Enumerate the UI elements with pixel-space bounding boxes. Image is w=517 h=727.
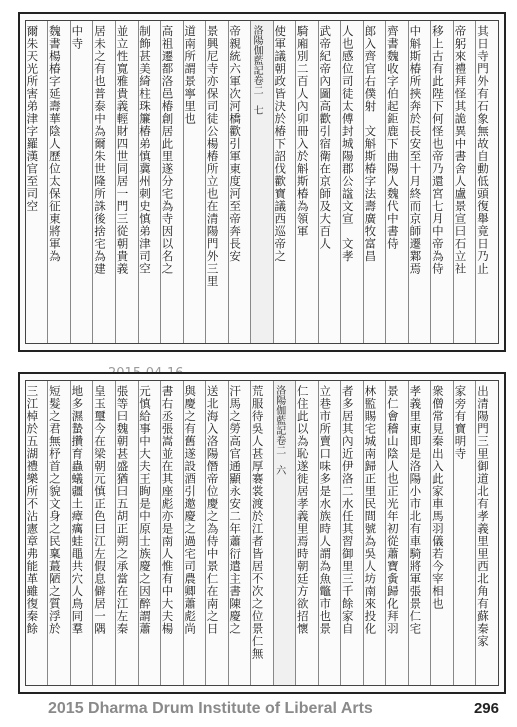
text-column: 爾朱天光所害弟津字羅漢官至司空 [25,25,40,213]
text-column: 使軍議朝政皆決於椿下詔伐歡寶議西巡帝之 [273,21,296,343]
text-column: 皇玉璽今在梁朝元慎正色曰江左假息僻居一隅 [92,381,115,685]
text-column: 地多濕蟄攢育蟲蟻疆土瘴癘蛙黽共穴人鳥同羣 [70,381,93,685]
text-column: 景興尼寺亦保司徒公楊椿所立也在清陽門外三里 [205,21,228,343]
text-column: 元慎給事中大夫王眴是中原士族慶之因醉謂蕭 [138,381,161,685]
text-column: 汗馬之勞高官通顯永安二年蕭衍遣主書陳慶之 [228,381,251,685]
text-column: 居未之有也普泰中為爾朱世隆所誅後捨宅為建 [92,21,115,343]
text-columns-top [26,21,498,343]
text-column: 人也感位司徒太傅封城陽郡公諡文宣 文孝 [340,21,363,343]
text-column: 武帝紀帝內圖高歡引宿衛在京師及大百人 [318,21,341,343]
page-frame-bottom [25,380,499,686]
text-column: 帝親統六軍次河橋歡引軍東度河至帝奔長安 [228,21,251,343]
book-page-top [18,12,506,352]
text-column: 帝躬來禮拜怪其詭異中書舍人盧景宣曰石立社 [453,21,476,343]
text-column: 齊書魏收字伯起鉅鹿下曲陽人魏代中書侍 [385,21,408,343]
text-column: 衆僧常見秦出入此家車馬羽儀若今宰相也 [430,381,453,685]
book-page-bottom [18,372,506,694]
text-column: 道南所謂景寧里也 [183,21,206,343]
text-column: 孝義里東即是洛陽小市北有車騎將軍張景仁宅 [408,381,431,685]
text-column: 中斛斯椿所挾奔於長安至十月終而京師遷鄴焉 [408,21,431,343]
copyright-footer: 2015 Dharma Drum Institute of Liberal Arts [48,700,373,717]
page-frame-top [25,20,499,344]
text-column: 立巷市所賣口味多是水族時人謂為魚鼈市也景 [318,381,341,685]
text-column: 三江棹於五湖禮樂所不沾憲章弗能革雖復秦餘 [25,385,40,635]
text-column: 郎入齊官右僕射 文斛斯椿字法壽廣牧富昌 [363,21,386,343]
text-column: 荒服待吳人甚厚褰裳渡於江者皆居不次之位景仁無 [250,381,273,685]
text-column: 其日寺門外有石象無故自動低頭復舉竟日乃止 [475,21,498,343]
text-column: 書右丞張嵩並在其座彪亦是南人惟有中大夫楊 [160,381,183,685]
text-columns-bottom [26,381,498,685]
text-column: 出清陽門三里御道北有孝義里里西北角有蘇秦家 [475,381,498,685]
page-number: 296 [473,700,499,717]
text-column: 景仁會稽山陰人也正光年初從蕭寶夤歸化拜羽 [385,381,408,685]
text-column: 送北海入洛陽僭帝位慶之為侍中景仁在南之日 [205,381,228,685]
text-column: 與慶之有舊遂設酒引邀慶之過宅司農卿蕭彪尚 [183,381,206,685]
text-column: 者多居其內近伊洛二水任其習御里三千餘家自 [340,381,363,685]
text-column: 仁住此以為恥遂徙居孝義里焉時朝廷方欲招懷 [295,381,318,685]
text-column: 家旁有寶明寺 [453,381,476,685]
text-column: 騎廂別二百人內卯冊入於斛斯椿為領軍 [295,21,318,343]
text-column: 制飾甚美綺柱珠簾椿弟慎冀州刺史慎弟津司空 [138,21,161,343]
text-column: 並立性寬雅貴義輕財四世同居一門三從朝貴義 [115,21,138,343]
text-column: 張等曰魏朝甚盛猶曰五胡正朔之承當在江左秦 [115,381,138,685]
center-fold-column: 洛陽伽藍記卷二 七 [250,21,273,343]
center-fold-column: 洛陽伽藍記卷二 六 [273,381,296,685]
text-column: 中寺 [70,21,93,343]
text-column: 短髮之君無杼首之貌文身之民稟蕞陋之質浮於 [47,381,70,685]
text-column: 移上古有此陛下何怪也帝乃還宮七月中帝為侍 [430,21,453,343]
text-column: 高祖遷都洛邑椿創居此里遂分宅為寺因以名之 [160,21,183,343]
text-column: 林監賜宅城南歸正里民間號為吳人坊南來投化 [363,381,386,685]
text-column: 魏書楊椿字延壽華陰人歷位太保征東將軍為 [47,21,70,343]
